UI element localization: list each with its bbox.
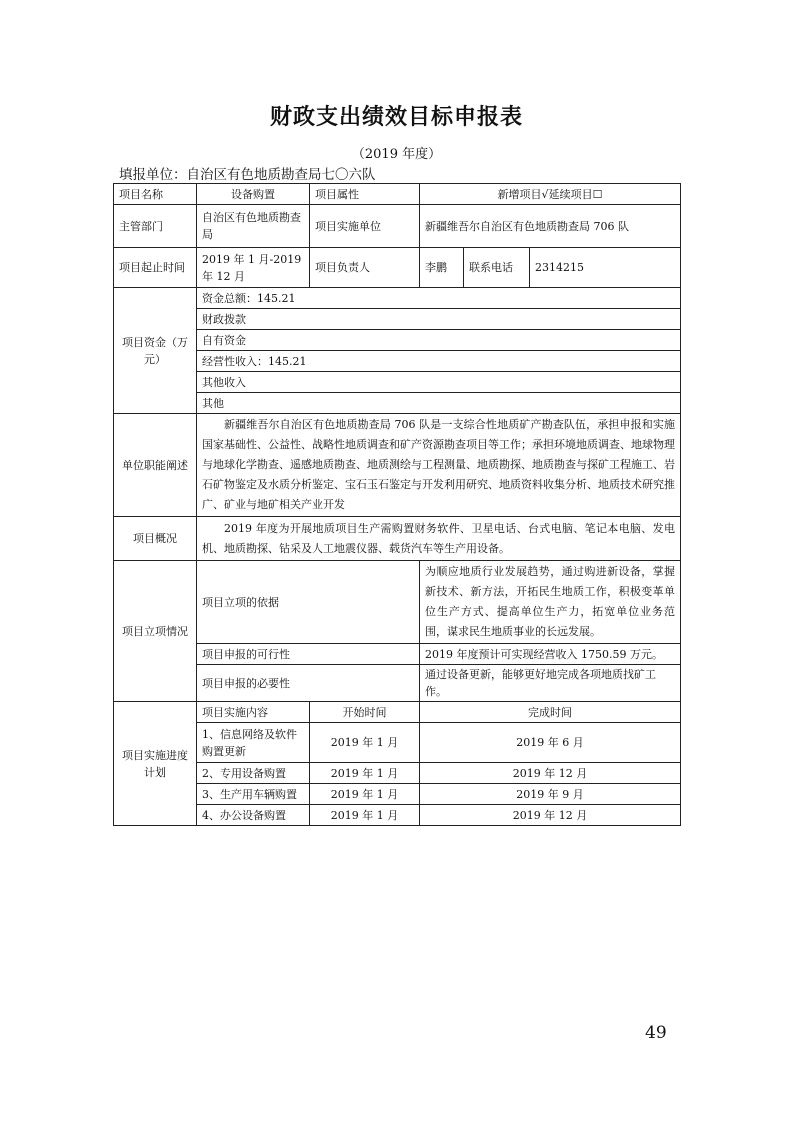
- schedule-head-content: 项目实施内容: [197, 702, 310, 723]
- approval-label: 项目立项情况: [114, 561, 197, 702]
- funds-label: 项目资金（万元）: [114, 288, 197, 414]
- schedule-item-content: 4、办公设备购置: [197, 805, 310, 826]
- dept-label: 主管部门: [114, 205, 197, 248]
- page-number: 49: [645, 1023, 667, 1043]
- impl-unit-label: 项目实施单位: [310, 205, 420, 248]
- feasibility-text: 2019 年度预计可实现经营收入 1750.59 万元。: [420, 644, 681, 665]
- dept-value: 自治区有色地质勘查局: [197, 205, 310, 248]
- performance-goal-form: [113, 183, 681, 826]
- impl-unit-value: 新疆维吾尔自治区有色地质勘查局 706 队: [420, 205, 681, 248]
- overview-label: 项目概况: [114, 517, 197, 561]
- overview-text: 2019 年度为开展地质项目生产需购置财务软件、卫星电话、台式电脑、笔记本电脑、发电机、地质勘探、钻采及人工地震仪器、载货汽车等生产用设备。: [197, 517, 681, 561]
- schedule-item-end: 2019 年 9 月: [420, 784, 681, 805]
- necessity-text: 通过设备更新，能够更好地完成各项地质找矿工作。: [420, 665, 681, 702]
- schedule-item-start: 2019 年 1 月: [310, 805, 420, 826]
- project-name-value: 设备购置: [197, 184, 310, 205]
- project-attr-value: 新增项目√延续项目☐: [420, 184, 681, 205]
- funds-other: 其他: [197, 393, 681, 414]
- approval-basis-label: 项目立项的依据: [197, 561, 420, 644]
- schedule-head-end: 完成时间: [420, 702, 681, 723]
- phone-value: 2314215: [530, 248, 681, 288]
- schedule-item-content: 2、专用设备购置: [197, 763, 310, 784]
- necessity-label: 项目申报的必要性: [197, 665, 420, 702]
- feasibility-label: 项目申报的可行性: [197, 644, 420, 665]
- schedule-item-start: 2019 年 1 月: [310, 763, 420, 784]
- funds-operating: 经营性收入：145.21: [197, 351, 681, 372]
- manager-value: 李鹏: [420, 248, 464, 288]
- period-label: 项目起止时间: [114, 248, 197, 288]
- period-value: 2019 年 1 月-2019 年 12 月: [197, 248, 310, 288]
- duties-label: 单位职能阐述: [114, 414, 197, 517]
- phone-label: 联系电话: [464, 248, 530, 288]
- funds-other-income: 其他收入: [197, 372, 681, 393]
- schedule-label: 项目实施进度计划: [114, 702, 197, 826]
- funds-total: 资金总额：145.21: [197, 288, 681, 309]
- schedule-item-end: 2019 年 12 月: [420, 805, 681, 826]
- schedule-item-content: 3、生产用车辆购置: [197, 784, 310, 805]
- funds-own: 自有资金: [197, 330, 681, 351]
- approval-basis-text: 为顺应地质行业发展趋势，通过购进新设备，掌握新技术、新方法，开拓民生地质工作，积极变革单位生产方式、提高单位生产力，拓宽单位业务范围，谋求民生地质事业的长远发展。: [420, 561, 681, 644]
- reporting-unit: 填报单位：自治区有色地质勘查局七〇六队: [119, 167, 376, 183]
- report-year: （2019 年度）: [351, 147, 442, 162]
- project-attr-label: 项目属性: [310, 184, 420, 205]
- schedule-item-start: 2019 年 1 月: [310, 784, 420, 805]
- schedule-item-end: 2019 年 12 月: [420, 763, 681, 784]
- schedule-item-end: 2019 年 6 月: [420, 723, 681, 763]
- schedule-item-start: 2019 年 1 月: [310, 723, 420, 763]
- duties-text: 新疆维吾尔自治区有色地质勘查局 706 队是一支综合性地质矿产勘查队伍，承担申报和实施国家基础性、公益性、战略性地质调查和矿产资源勘查项目等工作；承担环境地质调查、地球物理与地球化学勘查、遥感地质勘查、地质测绘与工程测量、地质勘探、地质勘查与探矿工程施工、岩石矿物鉴定及水质分析鉴定、宝石玉石鉴定与开发利用研究、地质资料收集分析、地质技术研究推广、矿业与地矿相关产业开发: [197, 414, 681, 517]
- schedule-head-start: 开始时间: [310, 702, 420, 723]
- manager-label: 项目负责人: [310, 248, 420, 288]
- funds-fiscal: 财政拨款: [197, 309, 681, 330]
- project-name-label: 项目名称: [114, 184, 197, 205]
- page-title: 财政支出绩效目标申报表: [269, 104, 523, 130]
- schedule-item-content: 1、信息网络及软件购置更新: [197, 723, 310, 763]
